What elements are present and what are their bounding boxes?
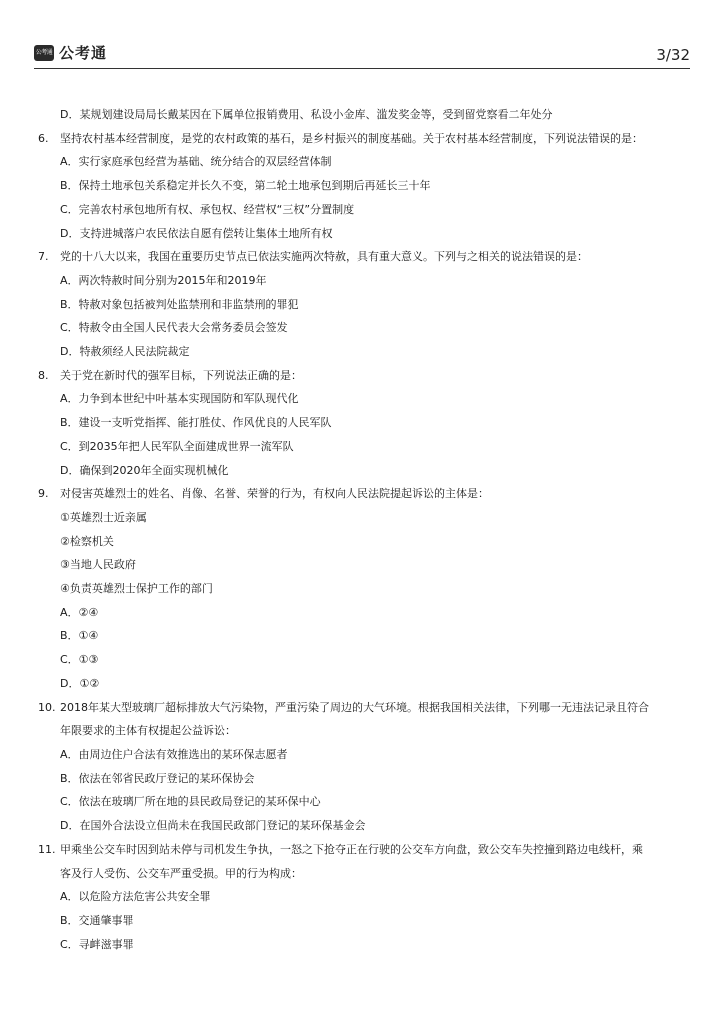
- header-divider: [34, 68, 690, 69]
- answer-option: C．寻衅滋事罪: [60, 937, 134, 951]
- answer-option: 客及行人受伤、公交车严重受损。甲的行为构成：: [60, 866, 302, 880]
- answer-option: D．在国外合法设立但尚未在我国民政部门登记的某环保基金会: [60, 819, 366, 833]
- answer-option: 年限要求的主体有权提起公益诉讼：: [60, 724, 236, 738]
- question-text: 党的十八大以来，我国在重要历史节点已依法实施两次特赦，具有重大意义。下列与之相关的说法错误的是：: [60, 250, 588, 264]
- brand-logo: [34, 42, 107, 63]
- question-list: [38, 103, 698, 956]
- answer-option: ②检察机关: [60, 534, 114, 548]
- answer-option: B．建设一支听党指挥、能打胜仗、作风优良的人民军队: [60, 416, 332, 430]
- answer-option: D．支持进城落户农民依法自愿有偿转让集体土地所有权: [60, 226, 333, 240]
- question-text: 对侵害英雄烈士的姓名、肖像、名誉、荣誉的行为，有权向人民法院提起诉讼的主体是：: [60, 487, 489, 501]
- answer-option: D．确保到2020年全面实现机械化: [60, 463, 229, 477]
- question-number: 9.: [38, 487, 49, 501]
- answer-option: C．①③: [60, 653, 99, 667]
- answer-option: D．某规划建设局局长戴某因在下属单位报销费用、私设小金库、滥发奖金等，受到留党察看二年处分: [60, 108, 553, 121]
- question-text: 坚持农村基本经营制度，是党的农村政策的基石，是乡村振兴的制度基础。关于农村基本经营制度，下列说法错误的是：: [60, 131, 643, 145]
- answer-option: C．特赦令由全国人民代表大会常务委员会签发: [60, 321, 288, 335]
- question-number: 6.: [38, 131, 49, 145]
- answer-option: C．到2035年把人民军队全面建成世界一流军队: [60, 439, 294, 453]
- question-text: 2018年某大型玻璃厂超标排放大气污染物，严重污染了周边的大气环境。根据我国相关法律，下列哪一无违法记录且符合: [60, 700, 649, 714]
- answer-option: B．特赦对象包括被判处监禁刑和非监禁刑的罪犯: [60, 297, 299, 311]
- answer-option: A．力争到本世纪中叶基本实现国防和军队现代化: [60, 392, 299, 406]
- answer-option: A．实行家庭承包经营为基础、统分结合的双层经营体制: [60, 155, 332, 169]
- question-text: 关于党在新时代的强军目标，下列说法正确的是：: [60, 368, 302, 382]
- answer-option: A．由周边住户合法有效推选出的某环保志愿者: [60, 747, 288, 761]
- answer-option: B．保持土地承包关系稳定并长久不变，第二轮土地承包到期后再延长三十年: [60, 179, 431, 193]
- answer-option: A．两次特赦时间分别为2015年和2019年: [60, 273, 267, 287]
- answer-option: D．①②: [60, 676, 100, 690]
- question-number: 10.: [38, 700, 56, 714]
- brand-name: 公考通: [59, 44, 108, 62]
- question-number: 7.: [38, 250, 49, 264]
- question-stem: [38, 127, 698, 151]
- answer-option: ③当地人民政府: [60, 558, 136, 572]
- logo-icon: 公考通: [34, 45, 54, 61]
- answer-option: D．特赦须经人民法院裁定: [60, 345, 190, 359]
- answer-option: B．交通肇事罪: [60, 913, 134, 927]
- answer-option: C．依法在玻璃厂所在地的县民政局登记的某环保中心: [60, 795, 321, 809]
- question-stem: [38, 364, 698, 388]
- answer-option: B．依法在邻省民政厅登记的某环保协会: [60, 771, 255, 785]
- question-text: 甲乘坐公交车时因到站未停与司机发生争执，一怒之下抢夺正在行驶的公交车方向盘，致公交车失控撞到路边电线杆，乘: [60, 842, 643, 856]
- page-header: [34, 40, 690, 70]
- answer-option: C．完善农村承包地所有权、承包权、经营权“三权”分置制度: [60, 202, 355, 216]
- answer-option: B．①④: [60, 629, 99, 643]
- question-stem: [38, 245, 698, 269]
- question-stem: [38, 482, 698, 506]
- question-stem: [38, 838, 698, 862]
- answer-option: ①英雄烈士近亲属: [60, 510, 147, 524]
- answer-option: ④负责英雄烈士保护工作的部门: [60, 582, 213, 596]
- question-stem: [38, 696, 698, 720]
- question-number: 8.: [38, 368, 49, 382]
- question-number: 11.: [38, 842, 56, 856]
- page-number: 3/32: [656, 46, 690, 64]
- answer-option: A．②④: [60, 605, 99, 619]
- answer-option: A．以危险方法危害公共安全罪: [60, 890, 211, 904]
